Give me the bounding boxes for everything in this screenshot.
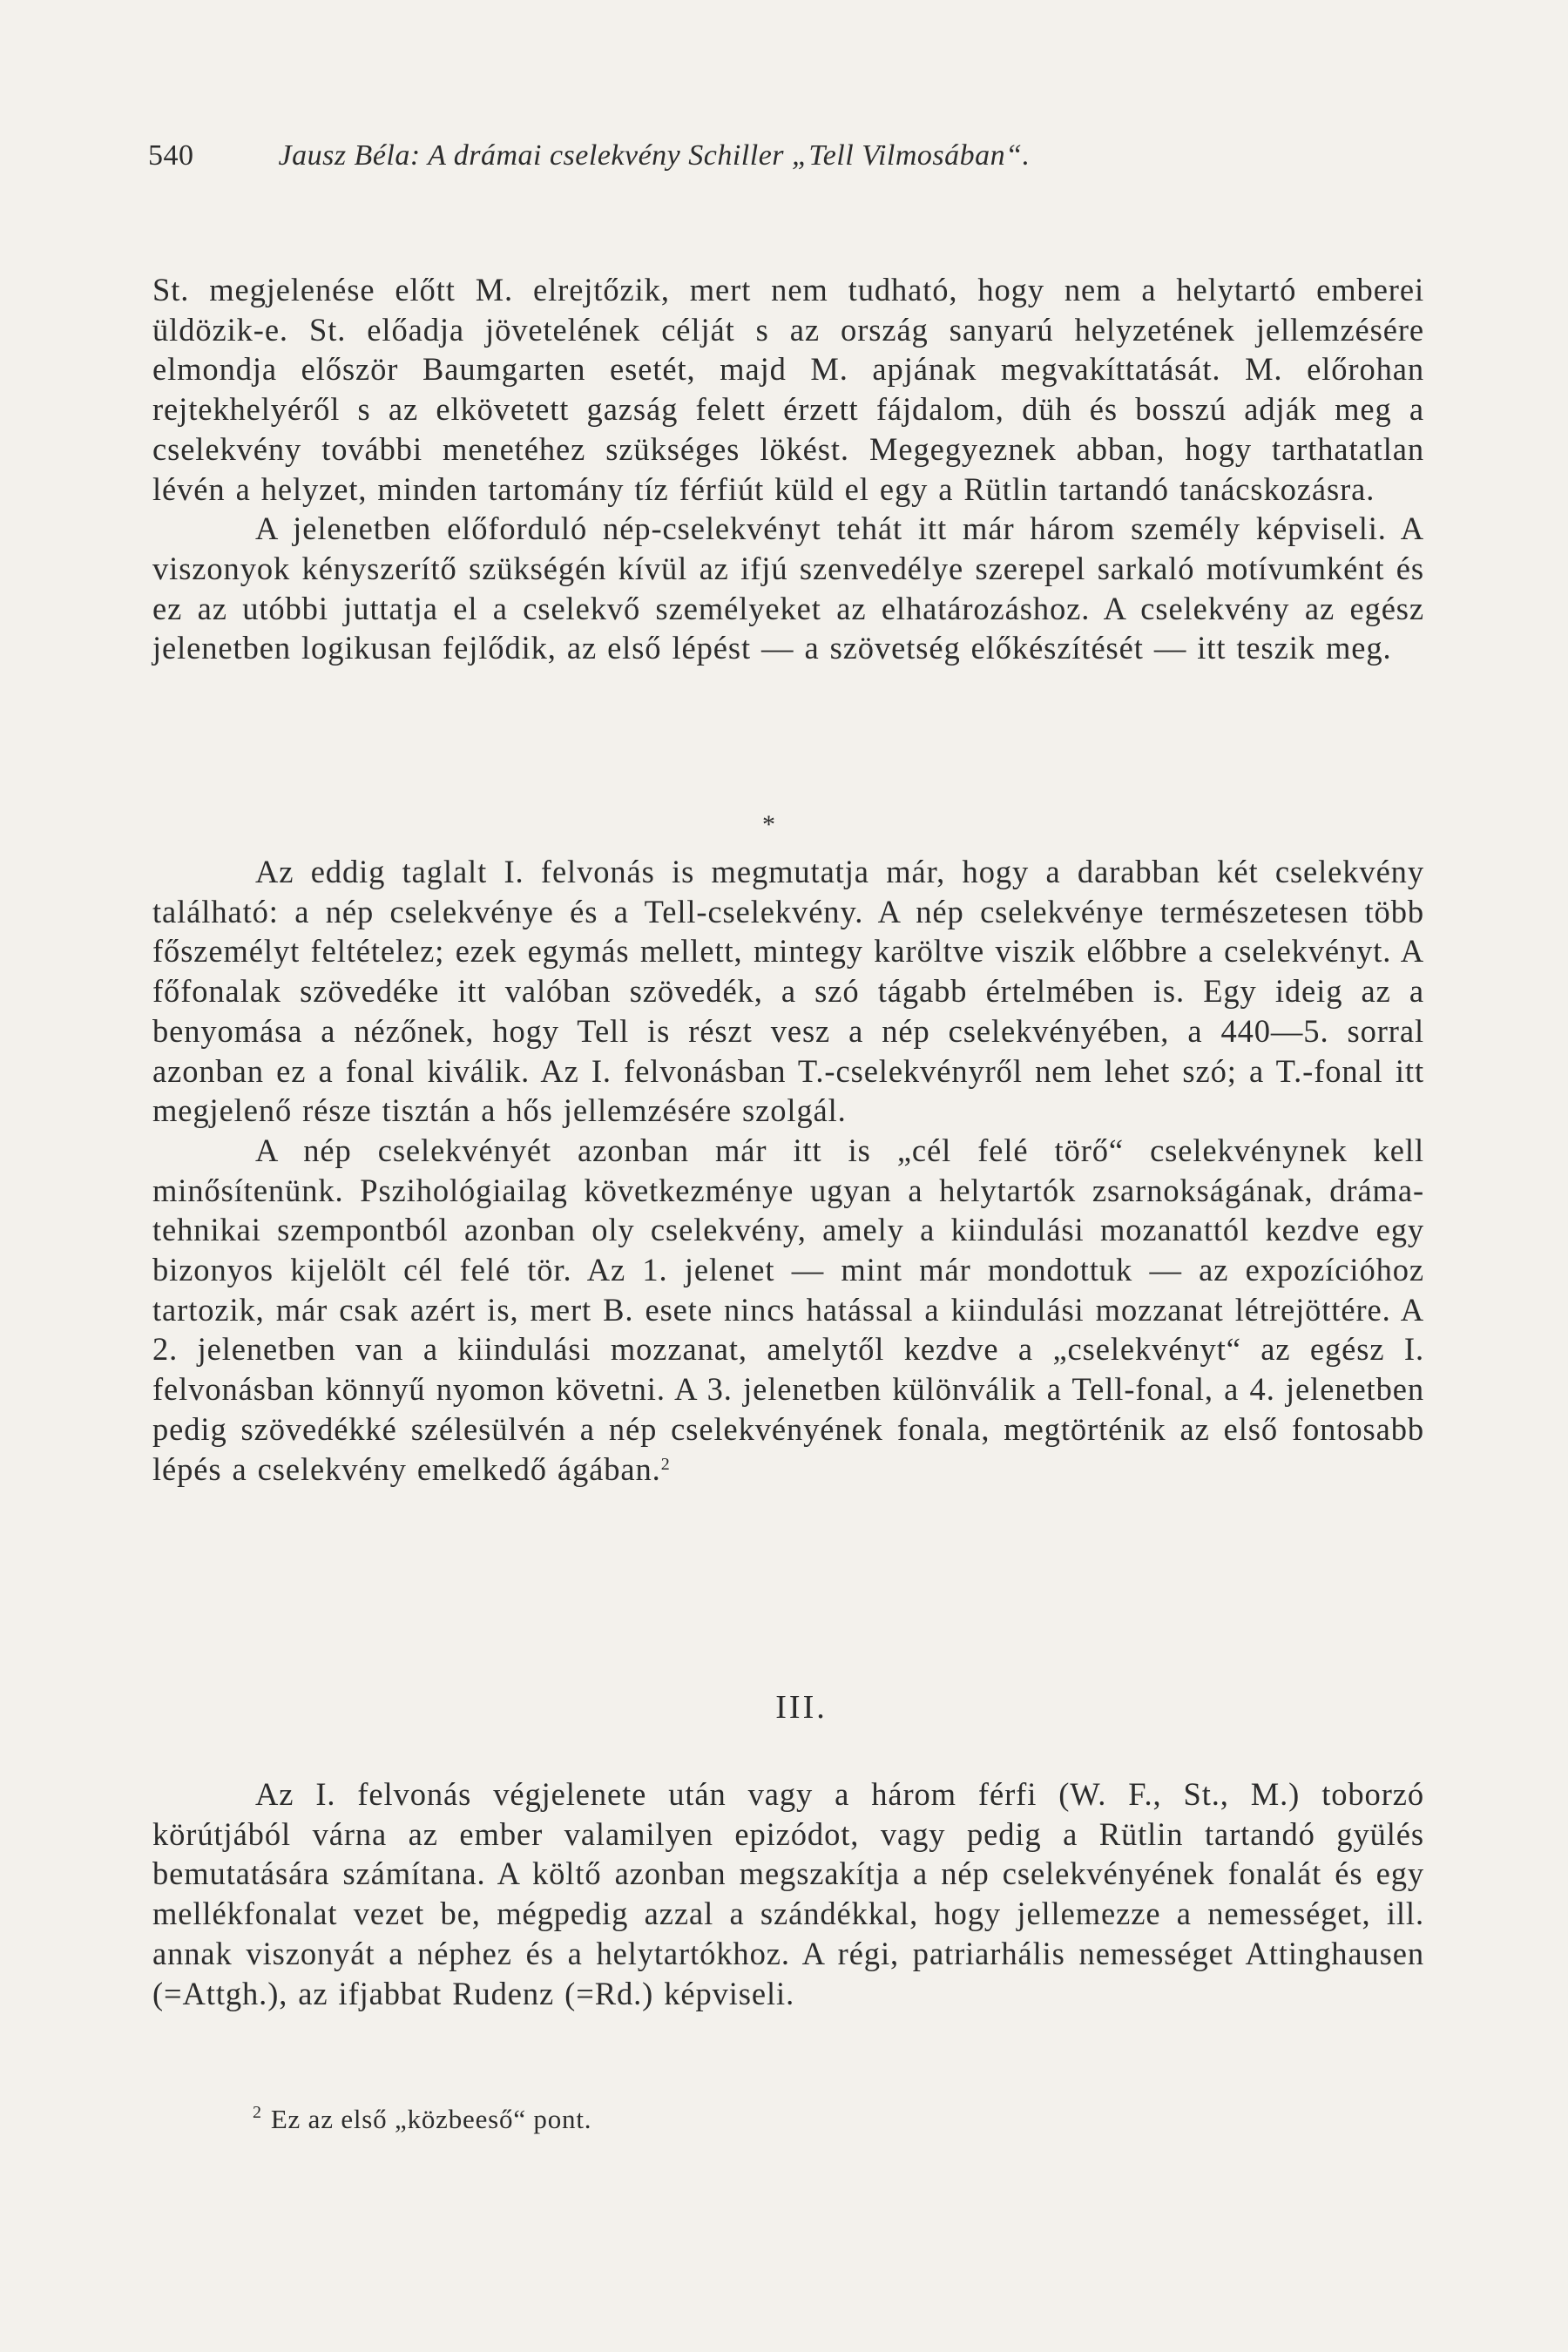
paragraph-with-footnote [152, 1131, 1424, 1489]
paragraph: A jelenetben előforduló nép-cselekvényt tehát itt már három személy képviseli. A viszonyok kényszerítő szükségén kívül az ifjú szenvedélye szerepel sarkaló motívumként és ez az utóbbi juttatja el a cselekvő személyeket az elhatározáshoz. A cselekvény az egész jelenetben logikusan fejlődik, az első lépést — a szövetség előkészítését — itt teszik meg. [152, 510, 1424, 666]
page-header [148, 139, 1402, 172]
section-heading: III. [775, 1689, 828, 1726]
footnote-marker: 2 [253, 2103, 262, 2122]
footnote [253, 2104, 591, 2135]
section-separator: * [762, 810, 775, 839]
text-block-1 [152, 270, 1424, 668]
paragraph: Az eddig taglalt I. felvonás is megmutatja már, hogy a darabban két cselekvény található: a nép cselekvénye és a Tell-cselekvény. A nép cselekvénye természetesen több főszemélyt feltételez; ezek egymás mellett, mintegy karöltve viszik előbbre a cselekvényt. A főfonalak szövedéke itt valóban szövedék, a szó tágabb értelmében is. Egy ideig az a benyomása a nézőnek, hogy Tell is részt vesz a nép cselekvényében, a 440—5. sorral azonban ez a fonal kiválik. Az I. felvonásban T.-cselekvényről nem lehet szó; a T.-fonal itt megjelenő része tisztán a hős jellemzésére szolgál. [152, 854, 1424, 1129]
page-number: 540 [148, 139, 194, 172]
footnote-reference: 2 [660, 1454, 671, 1474]
footnote-text: Ez az első „közbeeső“ pont. [270, 2104, 592, 2134]
paragraph: St. megjelenése előtt M. elrejtőzik, mert nem tudható, hogy nem a helytartó emberei üldözik-e. St. előadja jövetelének célját s az ország sanyarú helyzetének jellemzésére elmondja először Baumgarten esetét, majd M. apjának megvakíttatását. M. előrohan rejtekhelyéről s az elkövetett gazság felett érzett fájdalom, düh és bosszú adják meg a cselekvény további menetéhez szükséges lökést. Megegyeznek abban, hogy tarthatatlan lévén a helyzet, minden tartomány tíz férfiút küld el egy a Rütlin tartandó tanácskozásra. [152, 272, 1424, 507]
text-block-3 [152, 1774, 1424, 2013]
paragraph: Az I. felvonás végjelenete után vagy a három férfi (W. F., St., M.) toborzó körútjából várna az ember valamilyen epizódot, vagy pedig a Rütlin tartandó gyülés bemutatására számítana. A költő azonban megszakítja a nép cselekvényének fonalát és egy mellékfonalat vezet be, mégpedig azzal a szándékkal, hogy jellemezze a nemességet, ill. annak viszonyát a néphez és a helytartókhoz. A régi, patriarhális nemességet Attinghausen (=Attgh.), az ifjabbat Rudenz (=Rd.) képviseli. [152, 1776, 1424, 2011]
text-block-2 [152, 852, 1424, 1489]
running-title: Jausz Béla: A drámai cselekvény Schiller „Tell Vilmosában“. [278, 139, 1031, 172]
paragraph-text: A nép cselekvényét azonban már itt is „cél felé törő“ cselekvénynek kell minősítenünk. Pszihológiailag következménye ugyan a helytartók zsarnokságának, dráma-tehnikai szempontból azonban oly cselekvény, amely a kiindulási mozanattól kezdve egy bizonyos kijelölt cél felé tör. Az 1. jelenet — mint már mondottuk — az expozícióhoz tartozik, már csak azért is, mert B. esete nincs hatással a kiindulási mozzanat létrejöttére. A 2. jelenetben van a kiindulási mozzanat, amelytől kezdve a „cselekvényt“ az egész I. felvonásban könnyű nyomon követni. A 3. jelenetben különválik a Tell-fonal, a 4. jelenetben pedig szövedékké szélesülvén a nép cselekvényének fonala, megtörténik az első fontosabb lépés a cselekvény emelkedő ágában. [152, 1132, 1424, 1487]
